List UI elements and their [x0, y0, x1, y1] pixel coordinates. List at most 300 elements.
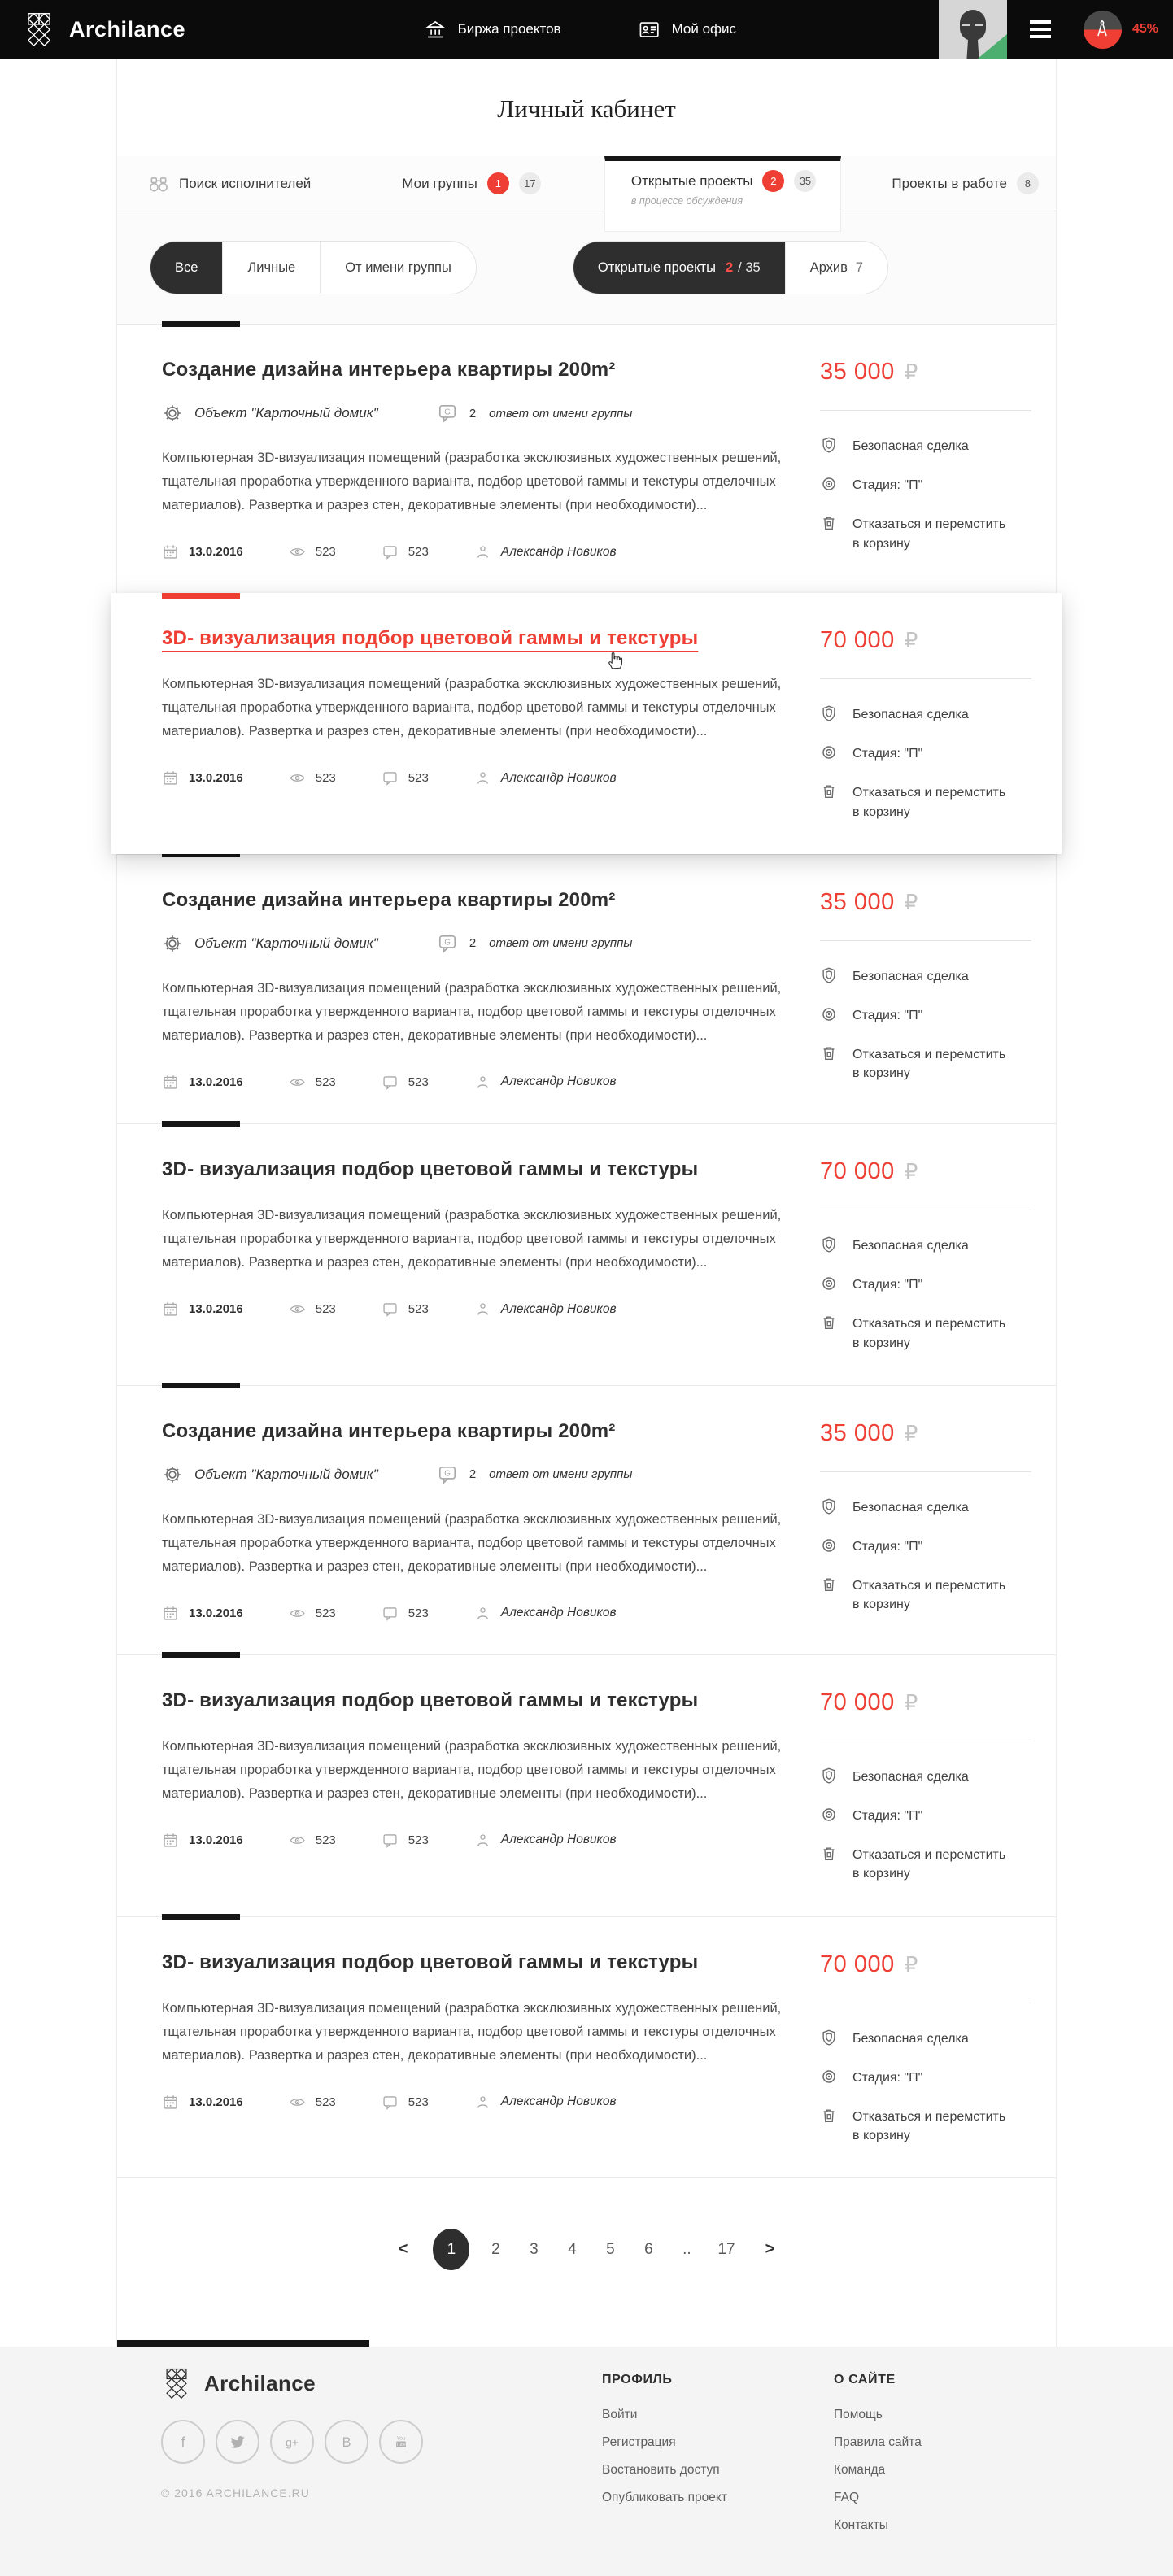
- tab-subtitle: в процессе обсуждения: [630, 195, 743, 207]
- card-meta-row: [162, 933, 809, 954]
- card-main: [162, 889, 809, 1091]
- project-object-label: Объект "Карточный домик": [194, 1466, 378, 1482]
- footer-link[interactable]: Востановить доступ: [602, 2463, 720, 2478]
- card-action-label: Отказаться и перемстить в корзину: [852, 1048, 1006, 1081]
- profile-progress-value: 45%: [1132, 22, 1158, 36]
- views-icon: [289, 2094, 306, 2111]
- price-value: 70 000: [820, 1689, 895, 1715]
- price-currency: ₽: [904, 628, 918, 653]
- pagination-next[interactable]: >: [765, 2240, 775, 2259]
- main-container: [116, 59, 1057, 2347]
- nav-item-my-office[interactable]: [639, 19, 736, 41]
- project-title-link[interactable]: 3D- визуализация подбор цветовой гаммы и текстуры: [162, 1951, 699, 1973]
- pagination: [117, 2177, 1056, 2340]
- shield-icon: [820, 1497, 838, 1515]
- filter-group-ownership: [150, 241, 477, 294]
- card-action-trash[interactable]: [820, 783, 1031, 821]
- filter-bar: [117, 211, 1056, 324]
- card-footer-meta: [162, 1301, 809, 1318]
- project-views: 523: [289, 1074, 336, 1091]
- views-icon: [289, 769, 306, 787]
- footer-link[interactable]: Регистрация: [602, 2435, 676, 2450]
- project-card: [117, 854, 1056, 1123]
- card-action-label: Стадия: "П": [852, 1539, 923, 1554]
- card-action-shield: [820, 1236, 1031, 1255]
- calendar-icon: [162, 769, 179, 787]
- nav-label: Мой офис: [671, 21, 737, 37]
- shield-icon: [820, 1767, 838, 1785]
- project-date: 13.0.2016: [162, 543, 243, 560]
- project-comments: 523: [382, 769, 429, 787]
- side-divider: [820, 940, 1031, 941]
- shield-icon: [820, 2029, 838, 2046]
- target-icon: [820, 743, 838, 761]
- shield-icon: [820, 704, 838, 722]
- comments-icon: [382, 1301, 399, 1318]
- footer-link[interactable]: Опубликовать проект: [602, 2491, 727, 2505]
- twitter-icon: [227, 2431, 248, 2452]
- card-main: [162, 1951, 809, 2146]
- comments-icon: [382, 769, 399, 787]
- card-top-dash: [162, 1914, 240, 1920]
- filter-archive[interactable]: Архив 7: [785, 242, 887, 294]
- pagination-page-2[interactable]: 2: [491, 2240, 500, 2258]
- tab-label: Открытые проекты: [630, 172, 753, 189]
- card-meta-row: [162, 403, 809, 424]
- card-action-target: [820, 1275, 1031, 1294]
- project-title-link[interactable]: Создание дизайна интерьера квартиры 200m²: [162, 1419, 616, 1442]
- tab-search-performers[interactable]: [148, 173, 311, 194]
- views-icon: [289, 1074, 306, 1091]
- footer-link[interactable]: FAQ: [834, 2491, 860, 2505]
- card-action-shield: [820, 2029, 1031, 2048]
- card-action-label: Стадия: "П": [852, 1808, 923, 1823]
- views-icon: [289, 543, 306, 560]
- card-meta-row: [162, 1464, 809, 1485]
- card-action-trash[interactable]: [820, 1314, 1031, 1352]
- project-date: 13.0.2016: [162, 1832, 243, 1849]
- footer-brand-column: [161, 2368, 602, 2543]
- author-icon: [474, 1074, 491, 1091]
- binoculars-icon: [148, 173, 169, 194]
- project-price: [820, 627, 1031, 654]
- project-author[interactable]: Александр Новиков: [474, 2094, 617, 2111]
- project-views: 523: [289, 1832, 336, 1849]
- card-action-shield: [820, 967, 1031, 986]
- project-author[interactable]: Александр Новиков: [474, 543, 617, 560]
- card-top-dash: [162, 1652, 240, 1658]
- shield-icon: [820, 436, 838, 454]
- project-date: 13.0.2016: [162, 769, 243, 787]
- project-comments: 523: [382, 543, 429, 560]
- price-currency: ₽: [904, 1420, 918, 1445]
- target-icon: [820, 475, 838, 493]
- brand-name: Archilance: [69, 16, 186, 41]
- pagination-page-4[interactable]: 4: [568, 2240, 577, 2258]
- target-icon: [820, 1005, 838, 1023]
- card-top-dash: [162, 593, 240, 599]
- group-reply-icon: [437, 1464, 458, 1485]
- social-youtube[interactable]: [379, 2420, 423, 2464]
- pagination-page-5[interactable]: 5: [606, 2240, 615, 2258]
- bank-icon: [425, 19, 447, 41]
- side-divider: [820, 678, 1031, 679]
- project-comments: 523: [382, 1301, 429, 1318]
- menu-icon[interactable]: [1030, 20, 1051, 38]
- calendar-icon: [162, 1605, 179, 1622]
- pagination-prev[interactable]: <: [398, 2240, 408, 2259]
- group-replies-count: 2: [469, 936, 477, 951]
- card-main: [162, 359, 809, 560]
- comments-icon: [382, 1074, 399, 1091]
- card-action-label: Стадия: "П": [852, 2070, 923, 2085]
- open-count-total: / 35: [738, 259, 761, 275]
- filter-open-projects[interactable]: Открытые проекты 2 / 35: [573, 242, 785, 294]
- page-title: Личный кабинет: [497, 94, 676, 123]
- side-divider: [820, 1471, 1031, 1472]
- calendar-icon: [162, 1074, 179, 1091]
- content-end-bar: [117, 2340, 369, 2347]
- project-comments: 523: [382, 2094, 429, 2111]
- project-object: [162, 933, 378, 954]
- footer-column-profile: [602, 2368, 834, 2543]
- card-top-dash: [162, 1383, 240, 1388]
- project-views: 523: [289, 1301, 336, 1318]
- price-value: 70 000: [820, 1951, 895, 1977]
- target-icon: [820, 1275, 838, 1292]
- card-action-trash[interactable]: [820, 2107, 1031, 2145]
- project-title-link[interactable]: 3D- визуализация подбор цветовой гаммы и текстуры: [162, 1689, 699, 1711]
- project-object-label: Объект "Карточный домик": [194, 935, 378, 951]
- pagination-ellipsis: ..: [682, 2240, 691, 2258]
- card-action-trash[interactable]: [820, 515, 1031, 552]
- project-date: 13.0.2016: [162, 1074, 243, 1091]
- target-icon: [820, 1806, 838, 1824]
- app-footer: [0, 2347, 1173, 2576]
- author-icon: [474, 1301, 491, 1318]
- filter-personal[interactable]: Личные: [222, 242, 320, 294]
- calendar-icon: [162, 2094, 179, 2111]
- card-footer-meta: [162, 543, 809, 560]
- tab-label: Проекты в работе: [892, 175, 1007, 191]
- google-plus-icon: [281, 2431, 303, 2452]
- header-nav: [425, 19, 736, 41]
- app-header: [0, 0, 1173, 59]
- footer-link[interactable]: Войти: [602, 2408, 638, 2422]
- card-action-label: Стадия: "П": [852, 747, 923, 761]
- filter-all[interactable]: Все: [150, 242, 222, 294]
- project-comments: 523: [382, 1832, 429, 1849]
- card-action-target: [820, 1807, 1031, 1825]
- trash-icon: [820, 1044, 838, 1062]
- price-value: 70 000: [820, 627, 895, 654]
- compass-icon: [1092, 19, 1113, 40]
- comments-icon: [382, 543, 399, 560]
- project-description: Компьютерная 3D-визуализация помещений (разработка эксклюзивных художественных решений, тщательная проработка утвержденного варианта, подбор цветовой гаммы и текстуры отделочных материалов). Развертка и разрез стен, декоративные элементы (при необходимости)...: [162, 1511, 782, 1574]
- group-replies-label: ответ от имени группы: [489, 936, 633, 951]
- card-action-label: Отказаться и перемстить в корзину: [852, 786, 1006, 819]
- card-main: [162, 1158, 809, 1353]
- card-action-label: Отказаться и перемстить в корзину: [852, 517, 1006, 551]
- group-replies: [437, 1464, 633, 1485]
- card-action-shield: [820, 1767, 1031, 1786]
- card-action-shield: [820, 705, 1031, 724]
- footer-link[interactable]: Команда: [834, 2463, 886, 2478]
- trash-icon: [820, 1314, 838, 1332]
- card-main: [162, 1689, 809, 1884]
- price-currency: ₽: [904, 360, 918, 384]
- card-action-label: Безопасная сделка: [852, 1500, 969, 1515]
- open-count-new: 2: [725, 259, 734, 275]
- project-date: 13.0.2016: [162, 1605, 243, 1622]
- card-action-trash[interactable]: [820, 1576, 1031, 1614]
- author-icon: [474, 769, 491, 787]
- card-action-label: Безопасная сделка: [852, 1769, 969, 1784]
- project-title-link[interactable]: 3D- визуализация подбор цветовой гаммы и текстуры: [162, 627, 699, 650]
- pagination-page-17[interactable]: 17: [717, 2240, 735, 2258]
- facebook-icon: [172, 2431, 194, 2452]
- project-title-link[interactable]: Создание дизайна интерьера квартиры 200m²: [162, 888, 616, 911]
- social-google-plus[interactable]: [270, 2420, 314, 2464]
- card-side: [820, 1420, 1031, 1622]
- project-views: 523: [289, 769, 336, 787]
- project-date: 13.0.2016: [162, 1301, 243, 1318]
- card-side: [820, 1689, 1031, 1884]
- footer-column-title: О САЙТЕ: [834, 2373, 896, 2387]
- card-footer-meta: [162, 1074, 809, 1091]
- card-action-label: Безопасная сделка: [852, 708, 969, 722]
- card-side: [820, 359, 1031, 560]
- project-card: [117, 1916, 1056, 2178]
- footer-link[interactable]: Помощь: [834, 2408, 883, 2422]
- card-action-label: Отказаться и перемстить в корзину: [852, 1579, 1006, 1612]
- price-value: 35 000: [820, 359, 895, 385]
- trash-icon: [820, 782, 838, 800]
- gear-icon: [162, 933, 183, 954]
- project-card: [117, 1123, 1056, 1385]
- card-action-label: Безопасная сделка: [852, 969, 969, 983]
- shield-icon: [820, 1236, 838, 1253]
- project-author[interactable]: Александр Новиков: [474, 1301, 617, 1318]
- social-links: [161, 2420, 602, 2464]
- project-card: [117, 1654, 1056, 1916]
- badge-new-count: 1: [487, 172, 509, 194]
- card-action-label: Стадия: "П": [852, 478, 923, 493]
- project-description: Компьютерная 3D-визуализация помещений (разработка эксклюзивных художественных решений, тщательная проработка утвержденного варианта, подбор цветовой гаммы и текстуры отделочных материалов). Развертка и разрез стен, декоративные элементы (при необходимости)...: [162, 1207, 782, 1270]
- price-currency: ₽: [904, 1951, 918, 1977]
- project-card: [117, 1385, 1056, 1654]
- price-value: 70 000: [820, 1157, 895, 1184]
- social-twitter[interactable]: [216, 2420, 259, 2464]
- project-author[interactable]: Александр Новиков: [474, 1605, 617, 1622]
- card-action-target: [820, 1537, 1031, 1556]
- card-action-label: Отказаться и перемстить в корзину: [852, 1848, 1006, 1881]
- project-price: [820, 1689, 1031, 1716]
- profile-progress-icon[interactable]: [1084, 11, 1122, 49]
- card-action-target: [820, 2068, 1031, 2087]
- project-author[interactable]: Александр Новиков: [474, 769, 617, 787]
- project-description: Компьютерная 3D-визуализация помещений (разработка эксклюзивных художественных решений, тщательная проработка утвержденного варианта, подбор цветовой гаммы и текстуры отделочных материалов). Развертка и разрез стен, декоративные элементы (при необходимости)...: [162, 677, 782, 739]
- comments-icon: [382, 1605, 399, 1622]
- header-right: [939, 0, 1158, 59]
- card-top-dash: [162, 1121, 240, 1127]
- project-card-list: [117, 324, 1056, 2177]
- trash-icon: [820, 2107, 838, 2125]
- card-action-trash[interactable]: [820, 1045, 1031, 1083]
- views-icon: [289, 1832, 306, 1849]
- card-action-target: [820, 1006, 1031, 1025]
- project-object: [162, 403, 378, 424]
- author-icon: [474, 1832, 491, 1849]
- card-footer-meta: [162, 2094, 809, 2111]
- footer-link[interactable]: Правила сайта: [834, 2435, 922, 2450]
- project-title-link[interactable]: 3D- визуализация подбор цветовой гаммы и текстуры: [162, 1157, 699, 1180]
- card-actions: [820, 437, 1031, 553]
- gear-icon: [162, 403, 183, 424]
- author-icon: [474, 2094, 491, 2111]
- project-author[interactable]: Александр Новиков: [474, 1832, 617, 1849]
- project-price: [820, 359, 1031, 386]
- trash-icon: [820, 1576, 838, 1593]
- card-action-shield: [820, 437, 1031, 455]
- group-replies-count: 2: [469, 406, 477, 421]
- card-side: [820, 1951, 1031, 2146]
- target-icon: [820, 2068, 838, 2086]
- group-reply-icon: [437, 403, 458, 424]
- card-action-trash[interactable]: [820, 1846, 1031, 1883]
- id-card-icon: [639, 19, 661, 41]
- price-value: 35 000: [820, 888, 895, 915]
- project-views: 523: [289, 2094, 336, 2111]
- archive-count: 7: [855, 259, 864, 275]
- project-card: [117, 324, 1056, 593]
- project-price: [820, 1158, 1031, 1185]
- filter-on-behalf-of-group[interactable]: От имени группы: [320, 242, 476, 294]
- card-actions: [820, 1767, 1031, 1884]
- vk-icon: [336, 2431, 357, 2452]
- nav-item-project-exchange[interactable]: [425, 19, 561, 41]
- brand-logo-icon: [22, 12, 56, 46]
- author-icon: [474, 1605, 491, 1622]
- comments-icon: [382, 1832, 399, 1849]
- footer-column-title: ПРОФИЛЬ: [602, 2373, 673, 2387]
- project-views: 523: [289, 1605, 336, 1622]
- price-currency: ₽: [904, 1158, 918, 1183]
- card-footer-meta: [162, 1605, 809, 1622]
- author-icon: [474, 543, 491, 560]
- footer-link[interactable]: Контакты: [834, 2518, 888, 2533]
- target-icon: [820, 1536, 838, 1554]
- project-price: [820, 889, 1031, 916]
- social-facebook[interactable]: [161, 2420, 205, 2464]
- card-actions: [820, 705, 1031, 822]
- footer-column-about: [834, 2368, 1057, 2543]
- group-replies: [437, 403, 633, 424]
- project-price: [820, 1420, 1031, 1447]
- project-date: 13.0.2016: [162, 2094, 243, 2111]
- comments-icon: [382, 2094, 399, 2111]
- tab-my-groups[interactable]: [402, 172, 541, 194]
- brand-logo-icon: [161, 2368, 192, 2399]
- card-footer-meta: [162, 1832, 809, 1849]
- card-main: [162, 627, 809, 822]
- avatar[interactable]: [939, 0, 1007, 59]
- card-footer-meta: [162, 769, 809, 787]
- pagination-page-1[interactable]: 1: [433, 2229, 469, 2270]
- social-vk[interactable]: [325, 2420, 368, 2464]
- filter-group-status: [573, 241, 888, 294]
- tab-label: Мои группы: [402, 175, 477, 191]
- card-actions: [820, 2029, 1031, 2146]
- views-icon: [289, 1605, 306, 1622]
- trash-icon: [820, 514, 838, 532]
- brand[interactable]: [22, 12, 185, 46]
- price-value: 35 000: [820, 1419, 895, 1446]
- card-actions: [820, 967, 1031, 1083]
- copyright: © 2016 ARCHILANCE.RU: [161, 2487, 310, 2500]
- calendar-icon: [162, 1832, 179, 1849]
- footer-brand[interactable]: Archilance: [161, 2368, 602, 2399]
- card-action-shield: [820, 1498, 1031, 1517]
- badge-total-count: 17: [519, 172, 541, 194]
- card-action-label: Стадия: "П": [852, 1278, 923, 1292]
- group-replies-label: ответ от имени группы: [489, 1467, 633, 1482]
- nav-label: Биржа проектов: [457, 21, 561, 37]
- group-reply-icon: [437, 933, 458, 954]
- card-action-label: Безопасная сделка: [852, 1238, 969, 1253]
- card-main: [162, 1420, 809, 1622]
- side-divider: [820, 410, 1031, 411]
- project-card: [111, 593, 1062, 854]
- card-top-dash: [162, 321, 240, 327]
- tab-label: Поиск исполнителей: [179, 175, 312, 191]
- tab-open-projects[interactable]: [604, 156, 842, 232]
- pagination-page-6[interactable]: 6: [644, 2240, 653, 2258]
- pagination-page-3[interactable]: 3: [530, 2240, 539, 2258]
- project-title-link[interactable]: Создание дизайна интерьера квартиры 200m²: [162, 359, 616, 381]
- card-action-target: [820, 476, 1031, 495]
- card-side: [820, 1158, 1031, 1353]
- card-action-label: Стадия: "П": [852, 1009, 923, 1023]
- tab-projects-in-work[interactable]: [892, 172, 1038, 194]
- project-object-label: Объект "Карточный домик": [194, 405, 378, 421]
- price-currency: ₽: [904, 889, 918, 914]
- trash-icon: [820, 1845, 838, 1863]
- shield-icon: [820, 966, 838, 984]
- tab-bar: [117, 156, 1056, 211]
- youtube-icon: [390, 2431, 412, 2452]
- card-action-label: Отказаться и перемстить в корзину: [852, 2109, 1006, 2143]
- price-currency: ₽: [904, 1689, 918, 1715]
- badge-new-count: 2: [762, 170, 784, 192]
- project-author[interactable]: Александр Новиков: [474, 1074, 617, 1091]
- project-comments: 523: [382, 1605, 429, 1622]
- badge-total-count: 35: [794, 170, 816, 192]
- project-description: Компьютерная 3D-визуализация помещений (разработка эксклюзивных художественных решений, тщательная проработка утвержденного варианта, подбор цветовой гаммы и текстуры отделочных материалов). Развертка и разрез стен, декоративные элементы (при необходимости)...: [162, 451, 782, 513]
- project-description: Компьютерная 3D-визуализация помещений (разработка эксклюзивных художественных решений, тщательная проработка утвержденного варианта, подбор цветовой гаммы и текстуры отделочных материалов). Развертка и разрез стен, декоративные элементы (при необходимости)...: [162, 980, 782, 1043]
- project-price: [820, 1951, 1031, 1978]
- card-actions: [820, 1498, 1031, 1615]
- group-replies: [437, 933, 633, 954]
- project-description: Компьютерная 3D-визуализация помещений (разработка эксклюзивных художественных решений, тщательная проработка утвержденного варианта, подбор цветовой гаммы и текстуры отделочных материалов). Развертка и разрез стен, декоративные элементы (при необходимости)...: [162, 2000, 782, 2063]
- gear-icon: [162, 1464, 183, 1485]
- card-action-label: Безопасная сделка: [852, 2031, 969, 2046]
- project-description: Компьютерная 3D-визуализация помещений (разработка эксклюзивных художественных решений, тщательная проработка утвержденного варианта, подбор цветовой гаммы и текстуры отделочных материалов). Развертка и разрез стен, декоративные элементы (при необходимости)...: [162, 1738, 782, 1801]
- calendar-icon: [162, 543, 179, 560]
- card-side: [820, 627, 1031, 822]
- project-comments: 523: [382, 1074, 429, 1091]
- badge-total-count: 8: [1017, 172, 1039, 194]
